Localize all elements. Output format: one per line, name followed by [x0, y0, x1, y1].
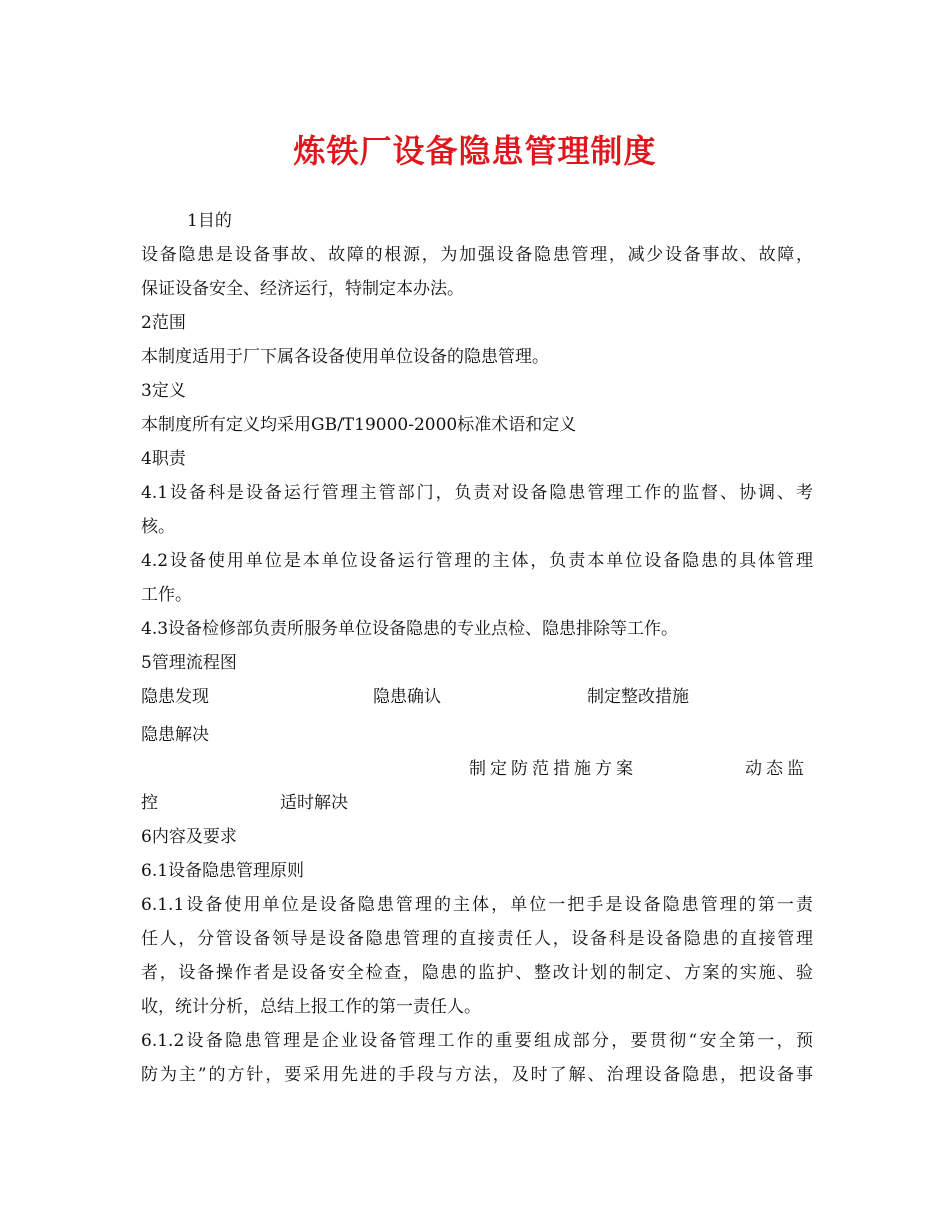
paragraph-line: 本制度适用于厂下属各设备使用单位设备的隐患管理。 [141, 347, 549, 367]
document-title: 炼铁厂设备隐患管理制度 [293, 132, 657, 170]
section-heading: 6.1设备隐患管理原则 [141, 861, 305, 881]
paragraph-line: 收，统计分析，总结上报工作的第一责任人。 [141, 997, 481, 1017]
flow-step-rectify: 制定整改措施 [587, 687, 689, 707]
paragraph-line: 6.1.2设备隐患管理是企业设备管理工作的重要组成部分，要贯彻“安全第一，预 [141, 1031, 813, 1051]
flow-step-resolve: 隐患解决 [141, 725, 209, 745]
flow-step-timely-resolve: 适时解决 [280, 793, 348, 813]
paragraph-line: 4.3设备检修部负责所服务单位设备隐患的专业点检、隐患排除等工作。 [141, 619, 679, 639]
section-heading: 1目的 [187, 211, 232, 231]
flow-step-dynamic-monitor-cont: 控 [141, 793, 158, 813]
section-heading: 3定义 [141, 381, 186, 401]
section-heading: 5管理流程图 [141, 653, 237, 673]
paragraph-line: 防为主”的方针，要采用先进的手段与方法，及时了解、治理设备隐患，把设备事 [141, 1065, 813, 1085]
paragraph-line: 核。 [141, 517, 175, 537]
section-heading: 4职责 [141, 449, 186, 469]
flow-step-discover: 隐患发现 [141, 687, 209, 707]
paragraph-line: 保证设备安全、经济运行，特制定本办法。 [141, 279, 464, 299]
flow-step-prevention-plan: 制定防范措施方案 [469, 759, 637, 779]
paragraph-line: 4.1设备科是设备运行管理主管部门，负责对设备隐患管理工作的监督、协调、考 [141, 483, 813, 503]
section-heading: 2范围 [141, 313, 186, 333]
paragraph-line: 本制度所有定义均采用GB/T19000-2000标准术语和定义 [141, 415, 577, 435]
paragraph-line: 工作。 [141, 585, 192, 605]
paragraph-line: 者，设备操作者是设备安全检查，隐患的监护、整改计划的制定、方案的实施、验 [141, 963, 813, 983]
section-heading: 6内容及要求 [141, 827, 237, 847]
flow-step-confirm: 隐患确认 [373, 687, 441, 707]
flow-step-dynamic-monitor: 动态监 [745, 759, 808, 779]
paragraph-line: 6.1.1设备使用单位是设备隐患管理的主体，单位一把手是设备隐患管理的第一责 [141, 895, 813, 915]
paragraph-line: 任人，分管设备领导是设备隐患管理的直接责任人，设备科是设备隐患的直接管理 [141, 929, 813, 949]
paragraph-line: 4.2设备使用单位是本单位设备运行管理的主体，负责本单位设备隐患的具体管理 [141, 551, 813, 571]
paragraph-line: 设备隐患是设备事故、故障的根源，为加强设备隐患管理，减少设备事故、故障， [141, 245, 813, 265]
